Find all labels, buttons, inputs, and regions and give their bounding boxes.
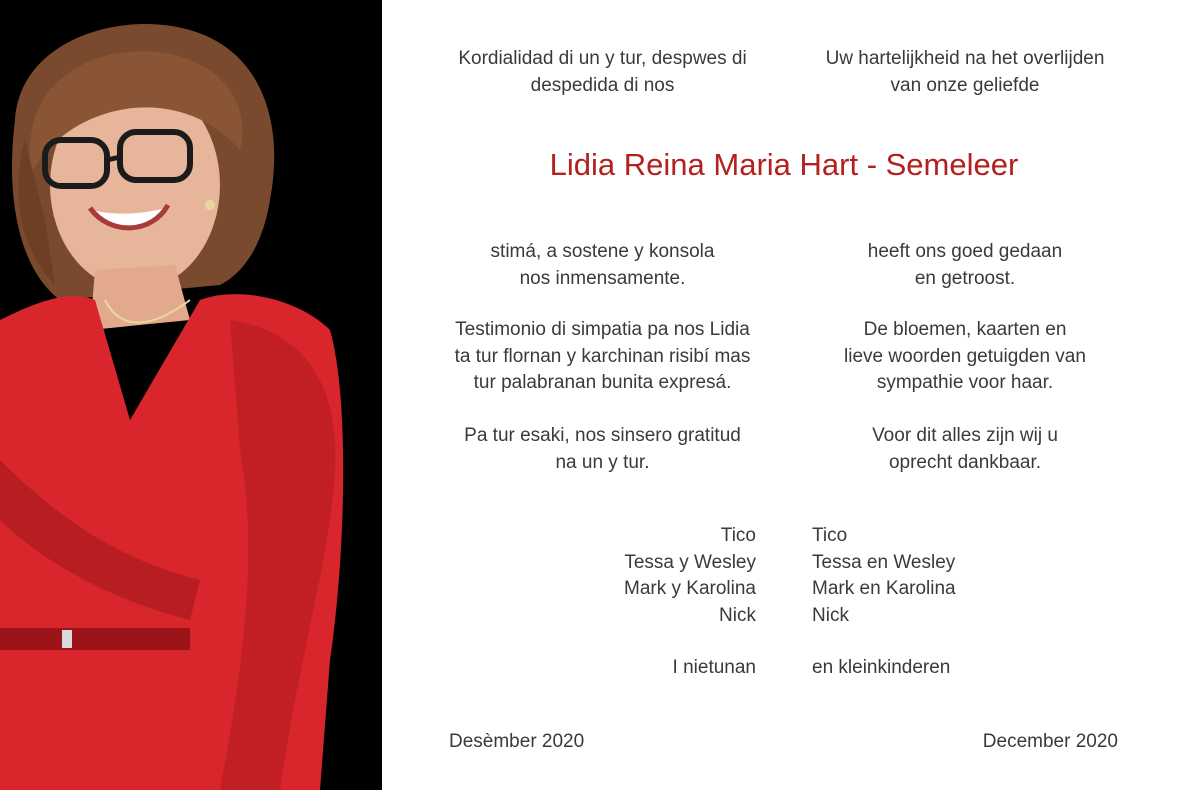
para3-pap-line-2: na un y tur.	[555, 451, 650, 473]
date-papiamentu: Desèmber 2020	[449, 731, 585, 752]
para1-papiamentu	[440, 239, 765, 292]
para1-dutch	[800, 239, 1130, 292]
family-papiamentu	[560, 523, 756, 629]
para2-papiamentu	[440, 317, 765, 397]
para2-nl-line-2: lieve woorden getuigden van	[844, 345, 1086, 367]
family-nl-1: Tico	[812, 525, 848, 546]
portrait-illustration	[0, 0, 382, 790]
family-pap-2: Tessa y Wesley	[624, 551, 756, 573]
family-dutch	[812, 523, 1032, 629]
family-pap-1: Tico	[720, 525, 756, 546]
para1-nl-line-1: heeft ons goed gedaan	[867, 241, 1063, 262]
family-nl-3: Mark en Karolina	[812, 578, 956, 599]
para2-nl-line-3: sympathie voor haar.	[876, 372, 1054, 393]
family-nl-2: Tessa en Wesley	[812, 551, 956, 573]
date-dutch: December 2020	[982, 731, 1118, 752]
para3-pap-line-1: Pa tur esaki, nos sinsero gratitud	[464, 425, 741, 446]
family-pap-3: Mark y Karolina	[624, 578, 756, 599]
para2-pap-line-2: ta tur flornan y karchinan risibí mas	[454, 345, 751, 367]
portrait-photo	[0, 0, 382, 790]
para2-pap-line-1: Testimonio di simpatia pa nos Lidia	[455, 319, 750, 340]
deceased-name: Lidia Reina Maria Hart - Semeleer	[549, 147, 1019, 182]
header-pap-line-1: Kordialidad di un y tur, despwes di	[458, 48, 747, 69]
header-dutch	[800, 46, 1130, 99]
grandchildren-dutch: en kleinkinderen	[812, 657, 951, 678]
header-nl-line-1: Uw hartelijkheid na het overlijden	[825, 48, 1105, 69]
family-nl-4: Nick	[812, 604, 849, 626]
para3-nl-line-2: oprecht dankbaar.	[888, 451, 1042, 473]
grandchildren-papiamentu: I nietunan	[672, 657, 756, 678]
header-nl-line-2: van onze geliefde	[890, 74, 1040, 96]
para2-nl-line-1: De bloemen, kaarten en	[863, 319, 1067, 340]
para3-papiamentu	[440, 423, 765, 476]
para1-pap-line-1: stimá, a sostene y konsola	[490, 241, 715, 262]
para3-nl-line-1: Voor dit alles zijn wij u	[872, 425, 1058, 446]
para2-pap-line-3: tur palabranan bunita expresá.	[473, 372, 732, 393]
para3-dutch	[800, 423, 1130, 476]
family-pap-4: Nick	[719, 604, 756, 626]
header-pap-line-2: despedida di nos	[530, 74, 675, 96]
para1-pap-line-2: nos inmensamente.	[519, 267, 686, 289]
para1-nl-line-2: en getroost.	[914, 267, 1016, 289]
header-papiamentu	[440, 46, 765, 99]
para2-dutch	[800, 317, 1130, 397]
